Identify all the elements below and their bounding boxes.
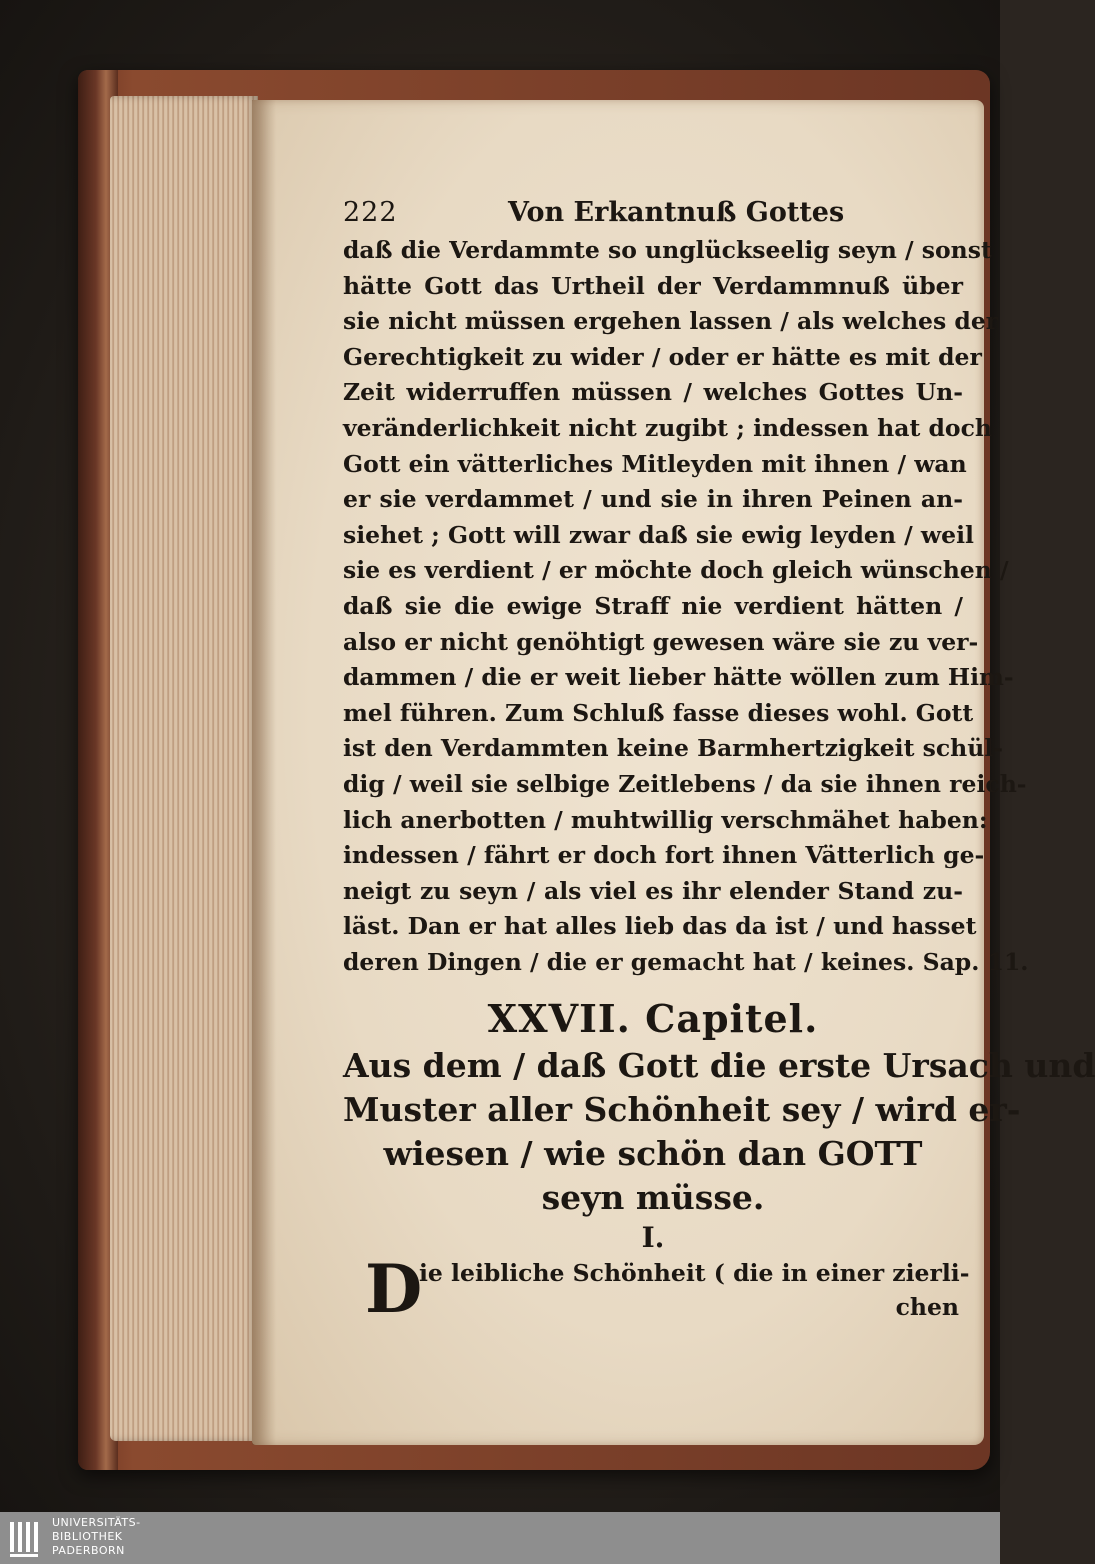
chapter-first-line: ie leibliche Schönheit ( die in einer zierli- xyxy=(419,1259,970,1288)
text-line: ist den Verdammten keine Barmhertzigkeit schül- xyxy=(343,734,1003,763)
text-line: sie es verdient / er möchte doch gleich wünschen / xyxy=(343,556,1009,585)
text-line: sie nicht müssen ergehen lassen / als welches der xyxy=(343,307,999,336)
text-line: mel führen. Zum Schluß fasse dieses wohl. Gott xyxy=(343,698,974,727)
page-gutter-shadow xyxy=(252,100,276,1445)
text-line: deren Dingen / die er gemacht hat / keines. Sap. 11. xyxy=(343,947,1029,976)
text-line: siehet ; Gott will zwar daß sie ewig leyden / weil xyxy=(343,520,974,549)
chapter-title xyxy=(343,1044,1095,1220)
page-text xyxy=(343,193,1095,1336)
logo-text-line: UNIVERSITÄTS- xyxy=(52,1516,141,1529)
text-line: veränderlichkeit nicht zugibt ; indessen hat doch xyxy=(343,413,992,442)
text-line: läst. Dan er hat alles lieb das da ist / und hasset xyxy=(343,912,977,941)
text-line: er sie verdammet / und sie in ihren Peinen an- xyxy=(343,485,963,514)
text-line: Gerechtigkeit zu wider / oder er hätte es mit der xyxy=(343,342,982,371)
text-line: lich anerbotten / muhtwillig verschmähet haben: xyxy=(343,805,988,834)
section-number: I. xyxy=(641,1221,665,1255)
running-head: Von Erkantnuß Gottes xyxy=(508,197,845,228)
text-line: daß sie die ewige Straff nie verdient hätten / xyxy=(343,591,963,620)
library-logo-text xyxy=(52,1516,141,1558)
catchword: chen xyxy=(895,1293,959,1322)
chapter-title-line: wiesen / wie schön dan GOTT xyxy=(383,1134,923,1174)
footer-bar xyxy=(0,1512,1000,1564)
text-line: indessen / fährt er doch fort ihnen Vätterlich ge- xyxy=(343,841,985,870)
text-line: Zeit widerruffen müssen / welches Gottes Un- xyxy=(343,378,963,407)
drop-cap: D xyxy=(365,1250,423,1329)
text-line: Gott ein vätterliches Mitleyden mit ihnen / wan xyxy=(343,449,967,478)
text-line: daß die Verdammte so unglückseelig seyn / sonst xyxy=(343,236,992,264)
chapter-heading: XXVII. Capitel. xyxy=(487,996,819,1042)
logo-text-line: BIBLIOTHEK xyxy=(52,1530,123,1543)
chapter-title-line: Muster aller Schönheit sey / wird er- xyxy=(343,1090,1021,1130)
chapter-title-line: Aus dem / daß Gott die erste Ursach und xyxy=(343,1046,1095,1086)
text-line: neigt zu seyn / als viel es ihr elender Stand zu- xyxy=(343,876,963,905)
text-line: dammen / die er weit lieber hätte wöllen zum Him- xyxy=(343,663,1014,692)
chapter-title-line: seyn müsse. xyxy=(541,1178,765,1218)
logo-text-line: PADERBORN xyxy=(52,1544,125,1557)
page-number: 222 xyxy=(343,197,398,228)
text-line: also er nicht genöhtigt gewesen wäre sie zu ver- xyxy=(343,627,979,656)
body-paragraph xyxy=(343,233,1029,980)
library-logo-icon xyxy=(8,1518,44,1558)
text-line: dig / weil sie selbige Zeitlebens / da sie ihnen reich- xyxy=(343,769,1027,798)
chapter-body-start xyxy=(343,1250,970,1336)
page-header xyxy=(343,193,963,233)
page-edges xyxy=(110,96,258,1441)
text-line: hätte Gott das Urtheil der Verdammnuß über xyxy=(343,271,963,300)
